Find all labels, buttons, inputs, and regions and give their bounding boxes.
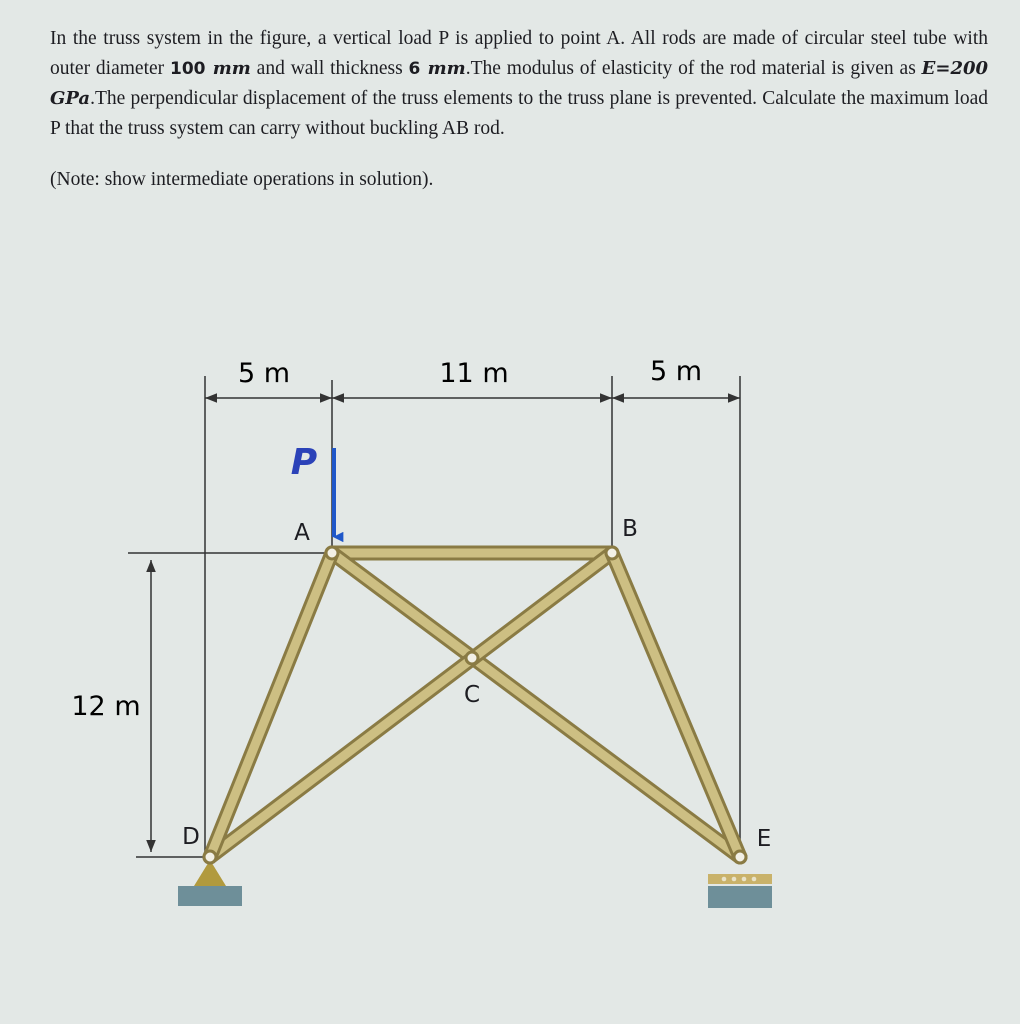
- node-label-b: B: [622, 516, 638, 542]
- node-label-c: C: [463, 682, 481, 708]
- wall-thickness-value: 6: [408, 58, 421, 79]
- modulus-value: E=200 GPa: [50, 57, 989, 109]
- problem-sentence-4: .The perpendicular displacement of the truss elements to the truss plane is prevented. Calculate the maximum load P that the truss system can carry without buckling AB rod.: [50, 88, 988, 139]
- dimension-label-middle: 11 m: [439, 358, 509, 389]
- node-label-a: A: [294, 520, 310, 546]
- pin-b: [606, 547, 618, 559]
- thickness-unit: mm: [420, 57, 466, 79]
- problem-sentence-3: .The modulus of elasticity of the rod material is given as: [465, 57, 922, 79]
- pin-a: [326, 547, 338, 559]
- support-e-ground: [708, 886, 772, 908]
- diameter-unit: mm: [205, 57, 251, 79]
- note-text: (Note: show intermediate operations in solution).: [50, 169, 434, 190]
- support-d-ground: [178, 886, 242, 906]
- support-d: [178, 860, 242, 906]
- pin-d: [204, 851, 216, 863]
- pin-c: [466, 652, 478, 664]
- dimension-label-left: 5 m: [237, 358, 291, 389]
- problem-sentence-1: In the truss system in the figure, a vertical load P is applied to point A. All rods are made of circular steel tube with outer diameter: [50, 28, 988, 79]
- outer-diameter-value: 100: [169, 58, 206, 79]
- node-label-e: E: [756, 826, 772, 852]
- node-label-d: D: [182, 824, 200, 850]
- problem-sentence-2: and wall thickness: [250, 57, 409, 79]
- pin-e: [734, 851, 746, 863]
- load-label: P: [290, 442, 318, 483]
- dimension-label-height: 12 m: [71, 691, 141, 722]
- support-e: [708, 874, 772, 908]
- support-e-roller: [708, 874, 772, 884]
- dimension-label-right: 5 m: [649, 356, 703, 387]
